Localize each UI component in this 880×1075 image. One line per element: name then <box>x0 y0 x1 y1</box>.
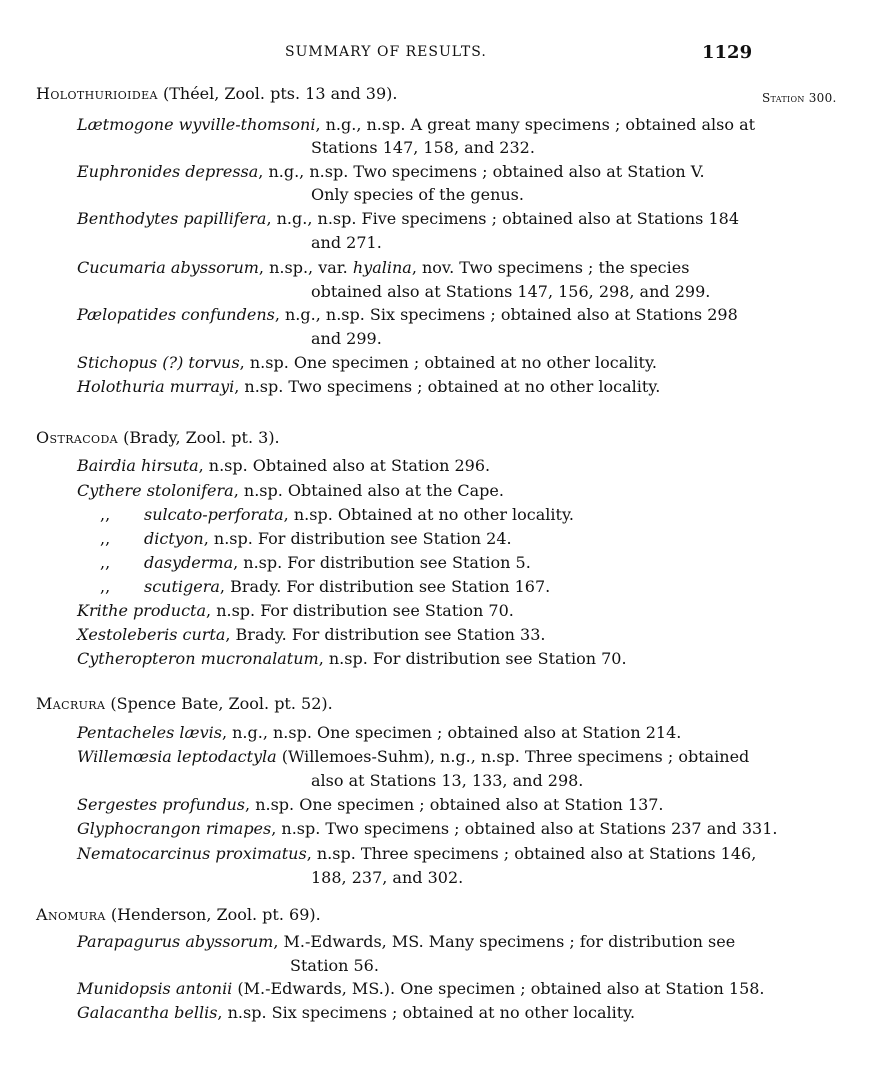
species-entry <box>77 305 738 325</box>
entry-text: , n.sp. For distribution see Station 70. <box>206 601 514 620</box>
entry-text: , n.sp. Obtained also at Station 296. <box>198 456 491 475</box>
species-entry <box>100 577 550 597</box>
entry-continuation: 188, 237, and 302. <box>311 868 464 887</box>
species-entry <box>77 209 739 229</box>
entry-text: , n.sp. Two specimens ; obtained at no other locality. <box>234 377 661 396</box>
entry-text: , Brady. For distribution see Station 33. <box>225 625 546 644</box>
species-entry <box>77 819 778 839</box>
margin-station-note: Station 300. <box>762 91 837 105</box>
species-name: Krithe producta <box>77 601 207 620</box>
species-entry <box>77 979 765 999</box>
ditto-mark: ,, <box>100 529 111 548</box>
section-heading <box>36 905 321 925</box>
entry-text: , n.sp., var. <box>258 258 353 277</box>
entry-text: , n.g., n.sp. One specimen ; obtained also at Station 214. <box>221 723 682 742</box>
entry-text: , M.-Edwards, MS. Many specimens ; for distribution see <box>273 932 736 951</box>
species-name: dasyderma <box>144 553 234 572</box>
entry-continuation: Stations 147, 158, and 232. <box>311 138 535 157</box>
entry-continuation: and 299. <box>311 329 382 348</box>
running-title: SUMMARY OF RESULTS. <box>285 44 487 60</box>
species-entry <box>100 529 512 549</box>
species-name: Cucumaria abyssorum <box>77 258 259 277</box>
species-name: dictyon <box>144 529 204 548</box>
species-entry <box>77 795 664 815</box>
species-entry <box>77 625 545 645</box>
entry-continuation: also at Stations 13, 133, and 298. <box>311 771 584 790</box>
species-entry <box>77 481 504 501</box>
entry-text: , n.g., n.sp. A great many specimens ; obtained also at <box>315 115 756 134</box>
species-entry <box>77 456 490 476</box>
entry-text-2: , nov. Two specimens ; the species <box>411 258 690 277</box>
species-name: scutigera <box>144 577 220 596</box>
species-name: Cythere stolonifera <box>77 481 234 500</box>
entry-text: (M.-Edwards, MS.). One specimen ; obtained also at Station 158. <box>232 979 765 998</box>
entry-text: , n.g., n.sp. Five specimens ; obtained also at Stations 184 <box>266 209 740 228</box>
species-name: Lætmogone wyville-thomsoni <box>77 115 316 134</box>
entry-text: , n.g., n.sp. Two specimens ; obtained also at Station V. <box>258 162 705 181</box>
entry-text: , n.sp. Six specimens ; obtained at no other locality. <box>217 1003 636 1022</box>
species-name: Parapagurus abyssorum <box>77 932 274 951</box>
species-entry <box>77 747 749 767</box>
species-entry <box>77 115 755 135</box>
species-entry <box>77 258 689 278</box>
species-entry <box>100 553 531 573</box>
species-name: Munidopsis antonii <box>77 979 233 998</box>
entry-text: , n.sp. For distribution see Station 24. <box>203 529 512 548</box>
species-name: Bairdia hirsuta <box>77 456 199 475</box>
species-entry <box>77 649 627 669</box>
entry-text: (Willemoes-Suhm), n.g., n.sp. Three specimens ; obtained <box>276 747 750 766</box>
species-name: Stichopus (?) torvus <box>77 353 240 372</box>
entry-text: , n.sp. One specimen ; obtained also at Station 137. <box>245 795 664 814</box>
entry-text: , Brady. For distribution see Station 167. <box>219 577 551 596</box>
ditto-mark: ,, <box>100 577 111 596</box>
running-header <box>0 42 880 66</box>
species-name: sulcato-perforata <box>144 505 284 524</box>
species-entry <box>77 601 514 621</box>
section-heading-name: Macrura <box>36 694 106 713</box>
entry-continuation: and 271. <box>311 233 382 252</box>
section-heading-name: Anomura <box>36 905 106 924</box>
entry-text: , n.sp. Three specimens ; obtained also at Stations 146, <box>306 844 757 863</box>
species-name: Willemœsia leptodactyla <box>77 747 277 766</box>
species-name: Pælopatides confundens <box>77 305 275 324</box>
species-name: Sergestes profundus <box>77 795 246 814</box>
species-entry <box>77 162 705 182</box>
species-name: Nematocarcinus proximatus <box>77 844 307 863</box>
entry-continuation: obtained also at Stations 147, 156, 298, and 299. <box>311 282 711 301</box>
section-heading-source: (Henderson, Zool. pt. 69). <box>105 905 321 924</box>
entry-text: , n.sp. Obtained at no other locality. <box>283 505 574 524</box>
section-heading-source: (Théel, Zool. pts. 13 and 39). <box>157 84 398 103</box>
entry-text: , n.g., n.sp. Six specimens ; obtained also at Stations 298 <box>274 305 738 324</box>
section-heading <box>36 84 397 104</box>
entry-continuation: Station 56. <box>290 956 379 975</box>
species-entry <box>100 505 574 525</box>
section-heading <box>36 694 333 714</box>
species-entry <box>77 353 657 373</box>
section-heading-name: Holothurioidea <box>36 84 158 103</box>
entry-text: , n.sp. For distribution see Station 5. <box>233 553 531 572</box>
entry-text: , n.sp. Obtained also at the Cape. <box>233 481 504 500</box>
section-heading <box>36 428 280 448</box>
species-name: Pentacheles lævis <box>77 723 222 742</box>
variety-name: hyalina <box>352 258 412 277</box>
ditto-mark: ,, <box>100 553 111 572</box>
ditto-mark: ,, <box>100 505 111 524</box>
section-heading-name: Ostracoda <box>36 428 119 447</box>
entry-text: , n.sp. For distribution see Station 70. <box>318 649 627 668</box>
species-name: Galacantha bellis <box>77 1003 218 1022</box>
entry-text: , n.sp. One specimen ; obtained at no other locality. <box>239 353 657 372</box>
species-entry <box>77 844 756 864</box>
section-heading-source: (Brady, Zool. pt. 3). <box>118 428 280 447</box>
species-name: Euphronides depressa <box>77 162 259 181</box>
entry-text: , n.sp. Two specimens ; obtained also at Stations 237 and 331. <box>271 819 778 838</box>
species-name: Cytheropteron mucronalatum <box>77 649 319 668</box>
entry-continuation: Only species of the genus. <box>311 185 524 204</box>
species-name: Holothuria murrayi <box>77 377 235 396</box>
species-entry <box>77 723 681 743</box>
species-entry <box>77 932 735 952</box>
species-name: Glyphocrangon rimapes <box>77 819 272 838</box>
species-name: Xestoleberis curta <box>77 625 226 644</box>
page-number: 1129 <box>702 42 753 63</box>
species-entry <box>77 377 660 397</box>
species-name: Benthodytes papillifera <box>77 209 267 228</box>
section-heading-source: (Spence Bate, Zool. pt. 52). <box>105 694 333 713</box>
species-entry <box>77 1003 635 1023</box>
